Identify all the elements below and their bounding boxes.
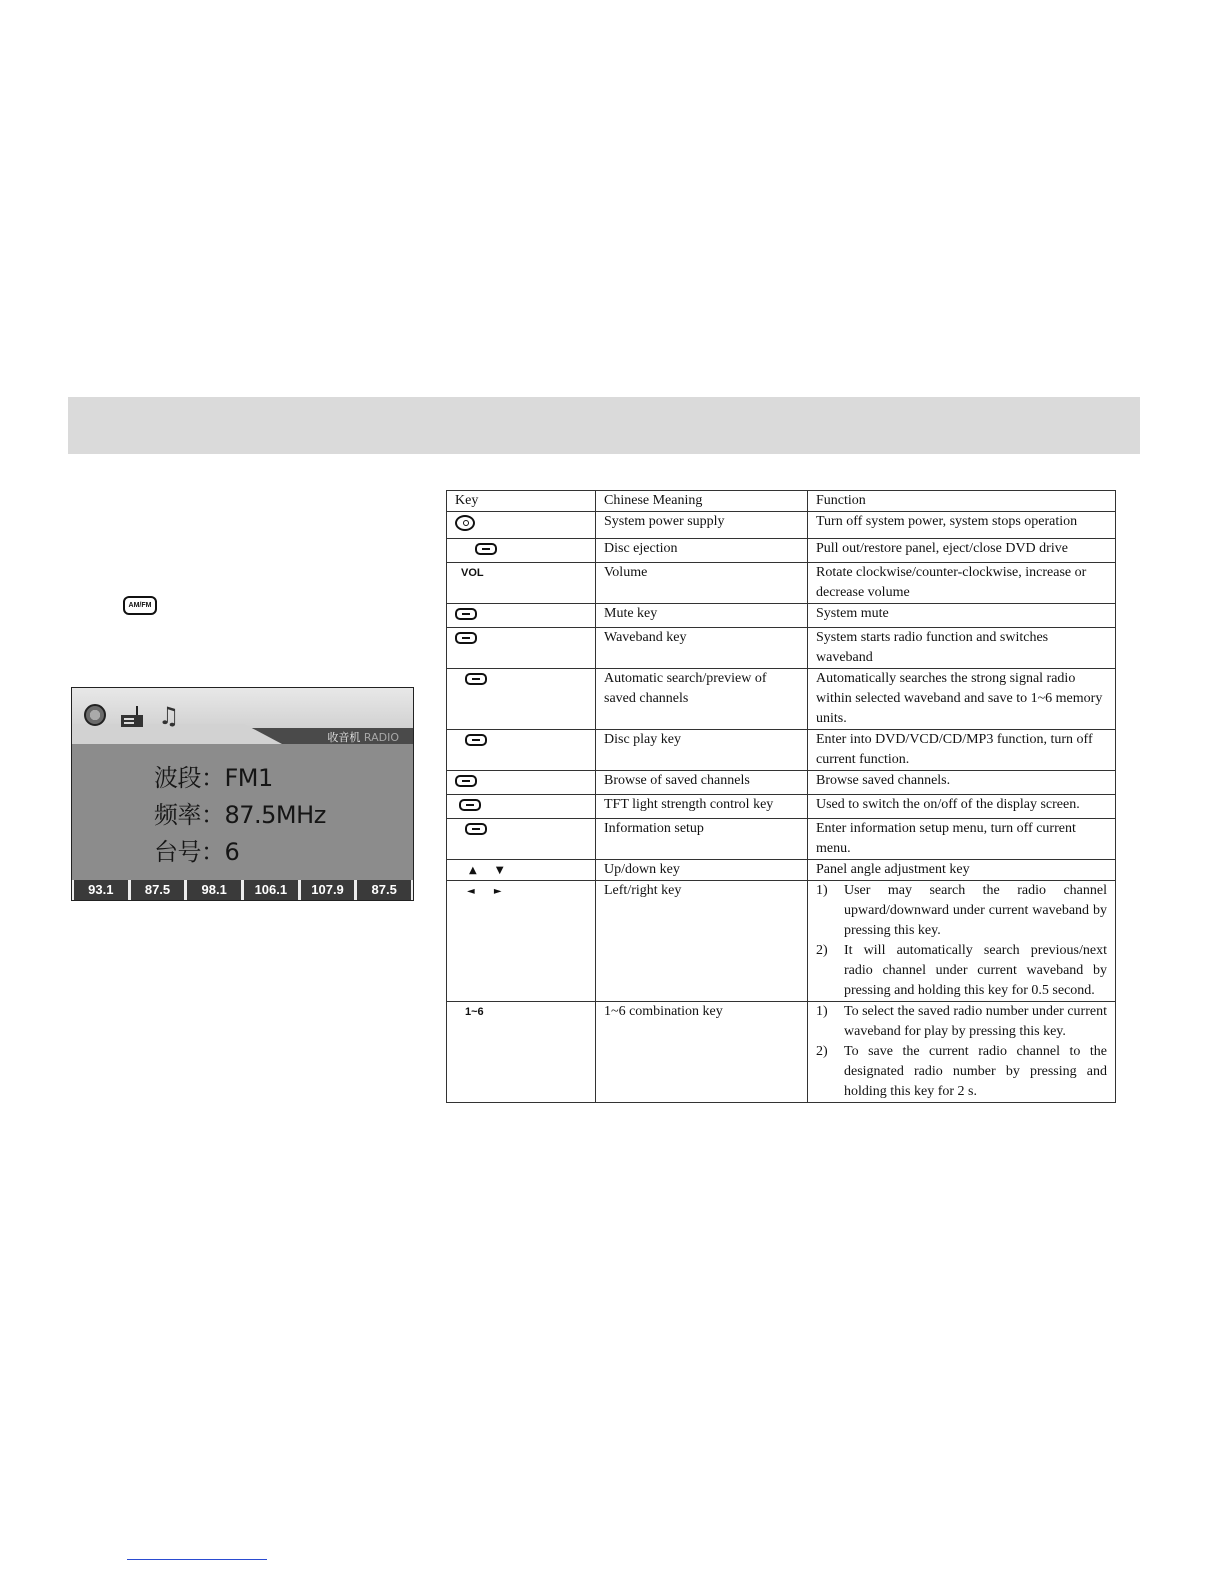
table-row: [447, 795, 1116, 819]
key-cell: [447, 669, 596, 730]
preset-5: 107.9: [301, 880, 355, 900]
key-function-table: [446, 490, 1116, 1103]
waveband-icon: [455, 632, 477, 644]
function-cell: Rotate clockwise/counter-clockwise, increase or decrease volume: [808, 563, 1116, 604]
volume-key-label: VOL: [461, 567, 484, 579]
meaning-cell: System power supply: [596, 512, 808, 539]
function-cell: [808, 1002, 1116, 1103]
meaning-cell: Up/down key: [596, 860, 808, 881]
info-icon: [465, 823, 487, 835]
table-row: [447, 730, 1116, 771]
preset-bar: [72, 880, 413, 900]
key-cell: [447, 795, 596, 819]
mute-icon: [455, 608, 477, 620]
music-icon: ♫: [158, 702, 180, 730]
function-list: [816, 1002, 1107, 1102]
meaning-cell: Mute key: [596, 604, 808, 628]
key-cell: [447, 512, 596, 539]
key-cell: [447, 819, 596, 860]
disc-icon: [84, 704, 106, 726]
key-cell: [447, 730, 596, 771]
table-row: [447, 512, 1116, 539]
table-row: [447, 539, 1116, 563]
amfm-key-icon: AM/FM: [123, 596, 157, 615]
mode-label-cn: 收音机: [327, 731, 361, 744]
number-keys-label: 1~6: [465, 1006, 484, 1018]
meaning-cell: TFT light strength control key: [596, 795, 808, 819]
meaning-cell: Disc ejection: [596, 539, 808, 563]
key-cell: [447, 604, 596, 628]
function-cell: [808, 881, 1116, 1002]
function-cell: Turn off system power, system stops operation: [808, 512, 1116, 539]
function-cell: Used to switch the on/off of the display screen.: [808, 795, 1116, 819]
mode-label-en: RADIO: [363, 731, 399, 744]
meaning-cell: Volume: [596, 563, 808, 604]
meaning-cell: Browse of saved channels: [596, 771, 808, 795]
list-item: 2) To save the current radio channel to the designated radio number by pressing and holding this key for 2 s.: [816, 1044, 1107, 1099]
table-header-row: [447, 491, 1116, 512]
header-key: Key: [447, 491, 596, 512]
browse-icon: [455, 775, 477, 787]
preset-3: 98.1: [187, 880, 241, 900]
function-cell: Enter into DVD/VCD/CD/MP3 function, turn off current function.: [808, 730, 1116, 771]
function-cell: Enter information setup menu, turn off current menu.: [808, 819, 1116, 860]
key-cell: [447, 771, 596, 795]
preset-4: 106.1: [244, 880, 298, 900]
function-cell: Pull out/restore panel, eject/close DVD drive: [808, 539, 1116, 563]
function-cell: Automatically searches the strong signal radio within selected waveband and save to 1~6 memory units.: [808, 669, 1116, 730]
screen-mode-label: [327, 729, 399, 745]
key-cell: [447, 860, 596, 881]
frequency-readout: 频率：87.5MHz: [154, 801, 326, 829]
list-item: 2) It will automatically search previous/next radio channel under current waveband by pressing and holding this key for 0.5 second.: [816, 943, 1107, 998]
function-cell: Browse saved channels.: [808, 771, 1116, 795]
left-right-arrows-icon: ◄ ►: [467, 886, 510, 897]
table-row: [447, 771, 1116, 795]
tft-light-icon: [459, 799, 481, 811]
function-list: [816, 881, 1107, 1001]
radio-icon: [120, 706, 144, 728]
power-icon: [455, 515, 475, 531]
meaning-cell: Automatic search/preview of saved channels: [596, 669, 808, 730]
key-cell: [447, 881, 596, 1002]
meaning-cell: 1~6 combination key: [596, 1002, 808, 1103]
header-chinese-meaning: Chinese Meaning: [596, 491, 808, 512]
footer-link-underline[interactable]: [127, 1559, 267, 1560]
meaning-cell: Information setup: [596, 819, 808, 860]
table-row: [447, 669, 1116, 730]
preset-1: 93.1: [74, 880, 128, 900]
table-row: [447, 1002, 1116, 1103]
up-down-arrows-icon: ▲ ▼: [469, 865, 512, 876]
auto-search-icon: [465, 673, 487, 685]
eject-icon: [475, 543, 497, 555]
key-cell: [447, 1002, 596, 1103]
function-cell: Panel angle adjustment key: [808, 860, 1116, 881]
preset-6: 87.5: [357, 880, 411, 900]
list-item: 1) To select the saved radio number under current waveband for play by pressing this key.: [816, 1004, 1107, 1039]
table-row: [447, 628, 1116, 669]
disc-play-icon: [465, 734, 487, 746]
function-cell: System mute: [808, 604, 1116, 628]
key-cell: [447, 628, 596, 669]
table-row: [447, 819, 1116, 860]
function-cell: System starts radio function and switches waveband: [808, 628, 1116, 669]
table-row: [447, 881, 1116, 1002]
station-readout: 台号：6: [154, 838, 240, 866]
meaning-cell: Disc play key: [596, 730, 808, 771]
list-item: 1) User may search the radio channel upward/downward under current waveband by pressing this key.: [816, 883, 1107, 938]
key-cell: [447, 539, 596, 563]
table-row: [447, 604, 1116, 628]
key-cell: [447, 563, 596, 604]
section-header-band: [68, 397, 1140, 454]
meaning-cell: Left/right key: [596, 881, 808, 1002]
radio-screen-image: [71, 687, 414, 901]
meaning-cell: Waveband key: [596, 628, 808, 669]
table-row: [447, 860, 1116, 881]
screen-readout: [154, 760, 326, 871]
band-readout: 波段：FM1: [154, 764, 273, 792]
preset-2: 87.5: [131, 880, 185, 900]
table-row: [447, 563, 1116, 604]
header-function: Function: [808, 491, 1116, 512]
